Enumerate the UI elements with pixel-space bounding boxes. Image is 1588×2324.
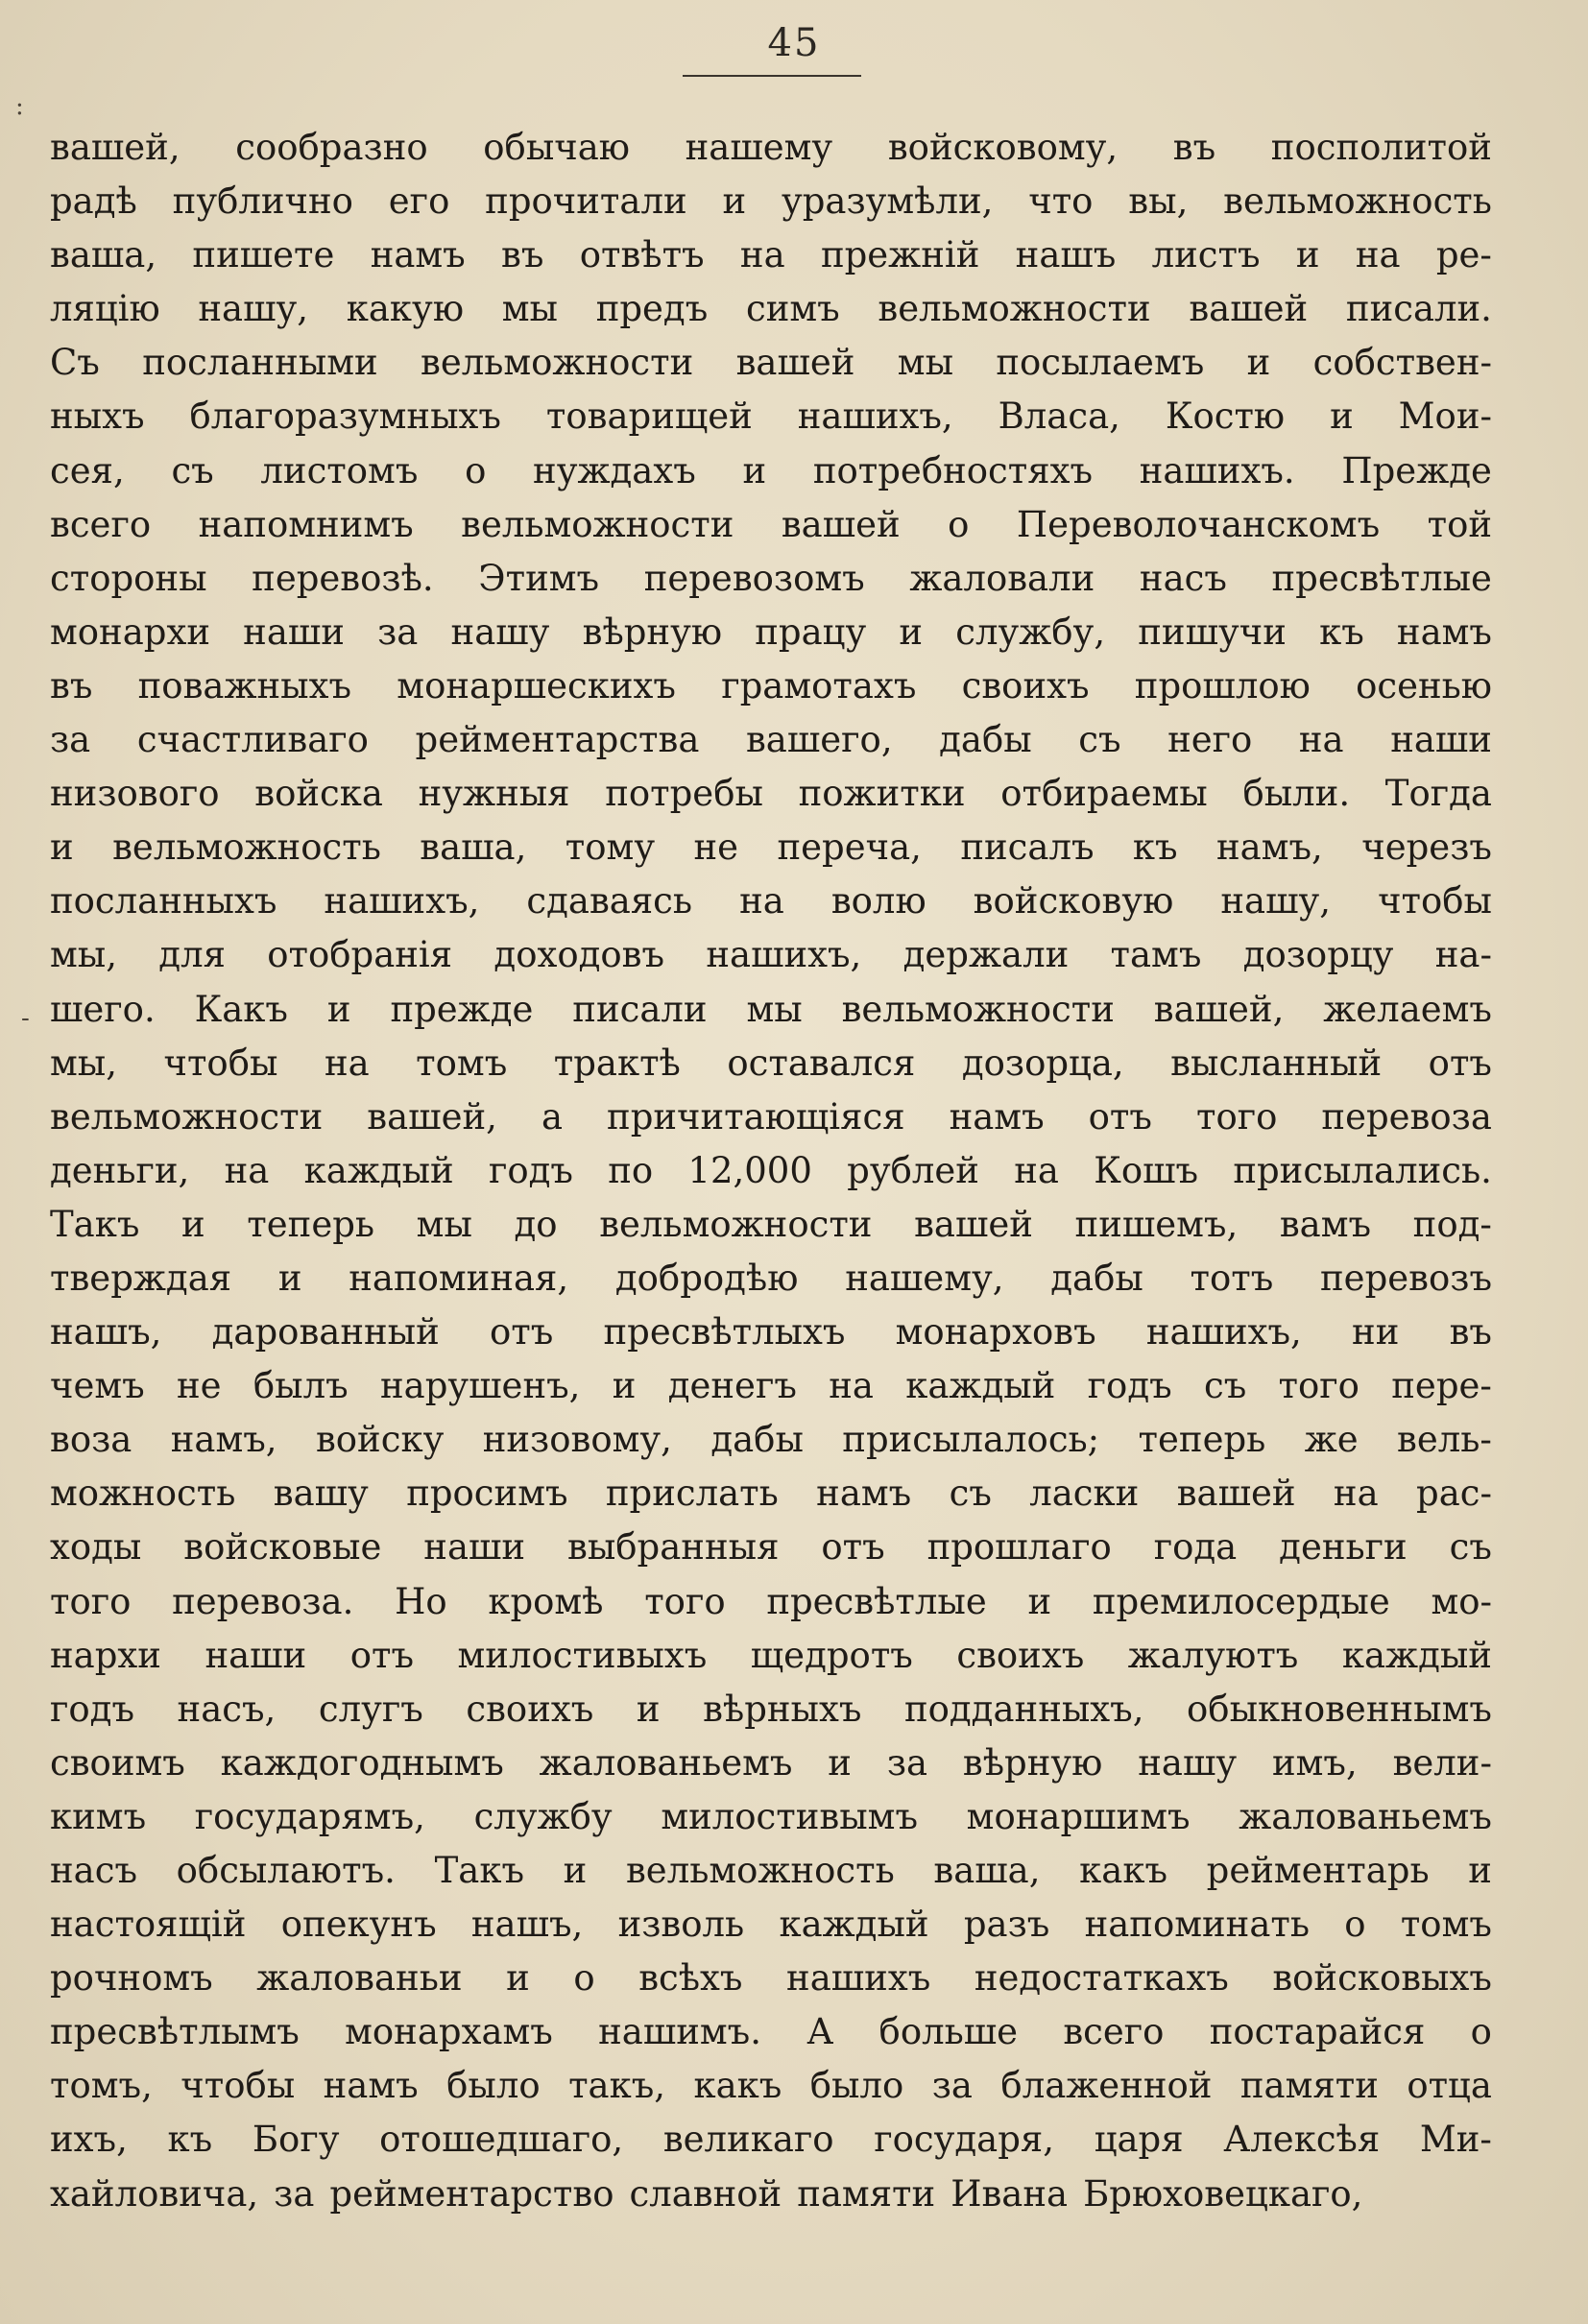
text-line: шего. Какъ и прежде писали мы вельможности вашей, желаемъ bbox=[50, 988, 1492, 1030]
text-line: можность вашу просимъ прислать намъ съ ласки вашей на рас- bbox=[50, 1473, 1492, 1515]
text-line: монархи наши за нашу вѣрную працу и службу, пишучи къ намъ bbox=[50, 611, 1492, 653]
text-line: мы, для отобранія доходовъ нашихъ, держали тамъ дозорцу на- bbox=[50, 934, 1492, 976]
text-line: радѣ публично его прочитали и уразумѣли, что вы, вельможность bbox=[50, 180, 1492, 223]
text-line: ныхъ благоразумныхъ товарищей нашихъ, Власа, Костю и Мои- bbox=[50, 395, 1492, 438]
text-line: и вельможность ваша, тому не переча, писалъ къ намъ, черезъ bbox=[50, 827, 1492, 869]
text-line: воза намъ, войску низовому, дабы присылалось; теперь же вель- bbox=[50, 1419, 1492, 1461]
text-line: за счастливаго рейментарства вашего, дабы съ него на наши bbox=[50, 719, 1492, 761]
header-rule bbox=[683, 75, 861, 77]
text-line: низового войска нужныя потребы пожитки отбираемы были. Тогда bbox=[50, 773, 1492, 815]
body-text bbox=[50, 121, 1492, 2221]
margin-mark: : bbox=[15, 92, 24, 121]
text-line: чемъ не былъ нарушенъ, и денегъ на каждый годъ съ того пере- bbox=[50, 1365, 1492, 1407]
text-line: всего напомнимъ вельможности вашей о Переволочанскомъ той bbox=[50, 503, 1492, 545]
text-line: насъ обсылаютъ. Такъ и вельможность ваша, какъ рейментарь и bbox=[50, 1850, 1492, 1891]
text-line: рочномъ жалованьи и о всѣхъ нашихъ недостаткахъ войсковыхъ bbox=[50, 1957, 1492, 2000]
text-line: нашъ, дарованный отъ пресвѣтлыхъ монарховъ нашихъ, ни въ bbox=[50, 1311, 1492, 1354]
text-line: въ поважныхъ монаршескихъ грамотахъ своихъ прошлою осенью bbox=[50, 664, 1492, 707]
text-line: того перевоза. Но кромѣ того пресвѣтлые и премилосердые мо- bbox=[50, 1580, 1492, 1622]
text-line: своимъ каждогоднымъ жалованьемъ и за вѣрную нашу имъ, вели- bbox=[50, 1741, 1492, 1784]
text-line: настоящій опекунъ нашъ, изволь каждый разъ напоминать о томъ bbox=[50, 1904, 1492, 1946]
text-line: вашей, сообразно обычаю нашему войсковому, въ посполитой bbox=[50, 127, 1492, 168]
text-line: ихъ, къ Богу отошедшаго, великаго государя, царя Алексѣя Ми- bbox=[50, 2119, 1492, 2161]
text-line: нархи наши отъ милостивыхъ щедротъ своихъ жалуютъ каждый bbox=[50, 1634, 1492, 1676]
text-line: деньги, на каждый годъ по 12,000 рублей на Кошъ присылались. bbox=[50, 1149, 1492, 1191]
text-line: сея, съ листомъ о нуждахъ и потребностяхъ нашихъ. Прежде bbox=[50, 449, 1492, 491]
page-number: 45 bbox=[767, 21, 821, 65]
text-line: кимъ государямъ, службу милостивымъ монаршимъ жалованьемъ bbox=[50, 1795, 1492, 1837]
text-line: ходы войсковые наши выбранныя отъ прошлаго года деньги съ bbox=[50, 1526, 1492, 1569]
text-line: пресвѣтлымъ монархамъ нашимъ. А больше всего постарайся о bbox=[50, 2011, 1492, 2053]
text-line: тверждая и напоминая, добродѣю нашему, дабы тотъ перевозъ bbox=[50, 1257, 1492, 1299]
text-line: ваша, пишете намъ въ отвѣтъ на прежній нашъ листъ и на ре- bbox=[50, 234, 1492, 276]
text-line: Такъ и теперь мы до вельможности вашей пишемъ, вамъ под- bbox=[50, 1203, 1492, 1245]
text-line: вельможности вашей, а причитающіяся намъ отъ того перевоза bbox=[50, 1095, 1492, 1138]
text-line: Съ посланными вельможности вашей мы посылаемъ и собствен- bbox=[50, 342, 1492, 384]
text-line: мы, чтобы на томъ трактѣ оставался дозорца, высланный отъ bbox=[50, 1042, 1492, 1084]
text-line: годъ насъ, слугъ своихъ и вѣрныхъ подданныхъ, обыкновеннымъ bbox=[50, 1688, 1492, 1730]
margin-mark: - bbox=[21, 1004, 30, 1033]
text-line: стороны перевозѣ. Этимъ перевозомъ жаловали насъ пресвѣтлые bbox=[50, 557, 1492, 599]
text-line: томъ, чтобы намъ было такъ, какъ было за блаженной памяти отца bbox=[50, 2065, 1492, 2107]
text-line: посланныхъ нашихъ, сдаваясь на волю войсковую нашу, чтобы bbox=[50, 880, 1492, 922]
text-line: ляцію нашу, какую мы предъ симъ вельможности вашей писали. bbox=[50, 288, 1492, 330]
text-line: хайловича, за рейментарство славной памяти Ивана Брюховецкаго, bbox=[50, 2172, 1363, 2215]
